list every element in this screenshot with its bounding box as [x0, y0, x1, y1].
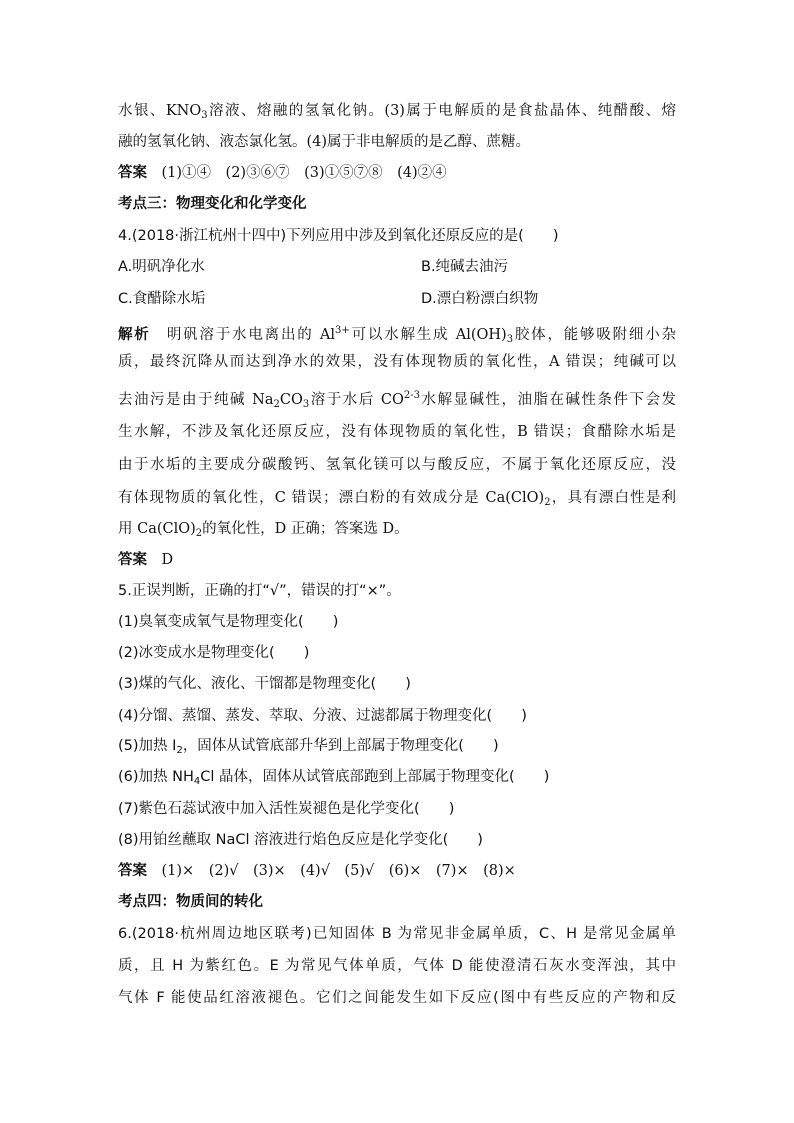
q5-answer: 答案 (1)× (2)√ (3)× (4)√ (5)√ (6)× (7)× (8)× — [118, 863, 516, 879]
q4-analysis-line-2: 质，最终沉降从而达到净水的效果，没有体现物质的氧化性，A 错误；纯碱可以 — [118, 354, 676, 370]
q4-analysis-line-4: 生水解，不涉及氧化还原反应，没有体现物质的氧化性，B 错误；食醋除水垢是 — [118, 424, 676, 440]
q5-item-3: (3)煤的气化、液化、干馏都是物理变化( ) — [118, 676, 411, 692]
q4-option-b: B.纯碱去油污 — [421, 259, 509, 275]
q5-item-7: (7)紫色石蕊试液中加入活性炭褪色是化学变化( ) — [118, 801, 455, 817]
q4-answer: 答案 D — [118, 552, 174, 568]
q4-analysis-line-5: 由于水垢的主要成分碳酸钙、氢氧化镁可以与酸反应，不属于氧化还原反应，没 — [118, 457, 676, 473]
q5-item-8: (8)用铂丝蘸取 NaCl 溶液进行焰色反应是化学变化( ) — [118, 832, 483, 848]
q6-line-2: 质，且 H 为紫红色。E 为常见气体单质，气体 D 能使澄清石灰水变浑浊，其中 — [118, 958, 676, 974]
answer-label: 答案 — [118, 863, 147, 879]
q4-option-a: A.明矾净化水 — [118, 259, 205, 275]
q4-option-d: D.漂白粉漂白织物 — [421, 291, 539, 307]
q6-line-3: 气体 F 能使品红溶液褪色。它们之间能发生如下反应(图中有些反应的产物和反 — [118, 990, 676, 1006]
q3-answer: 答案 (1)①④ (2)③⑥⑦ (3)①⑤⑦⑧ (4)②④ — [118, 164, 447, 181]
answer-label: 答案 — [118, 164, 147, 181]
q6-line-1: 6.(2018·杭州周边地区联考)已知固体 B 为常见非金属单质，C、H 是常见金属单 — [118, 926, 676, 942]
q3-explanation-line-2: 融的氢氧化钠、液态氯化氢。(4)属于非电解质的是乙醇、蔗糖。 — [118, 134, 531, 150]
section-4-title: 考点四：物质间的转化 — [118, 894, 263, 910]
q5-item-2: (2)冰变成水是物理变化( ) — [118, 645, 310, 661]
q4-analysis-line-3: 去油污是由于纯碱 $Na_2CO_3$溶于水后 CO$^{2-3}$水解显碱性，油脂在碱性条件下会发 — [118, 390, 677, 410]
q3-explanation-line-1: 水银、$KNO_3$溶液、熔融的氢氧化钠。(3)属于电解质的是食盐晶体、纯醋酸、熔 — [118, 103, 676, 121]
q4-stem: 4.(2018·浙江杭州十四中)下列应用中涉及到氧化还原反应的是( ) — [118, 228, 559, 244]
analysis-label: 解析 — [118, 327, 151, 343]
answer-label: 答案 — [118, 552, 147, 568]
q4-options-row-1 — [118, 257, 676, 277]
q5-item-6: (6)加热 $NH_4Cl$ 晶体，固体从试管底部跑到上部属于物理变化( ) — [118, 769, 550, 787]
q4-options-row-2 — [118, 289, 676, 309]
q4-analysis-line-7: 用 $Ca(ClO)_2$的氧化性，D 正确；答案选 D。 — [118, 521, 409, 539]
q5-stem: 5.正误判断，正确的打“√”，错误的打“×”。 — [118, 583, 401, 599]
section-3-title: 考点三：物理变化和化学变化 — [118, 196, 307, 212]
q5-item-1: (1)臭氧变成氧气是物理变化( ) — [118, 614, 339, 630]
q4-analysis-line-1: 解析 明矾溶于水电离出的 $Al^{3+}$可以水解生成 $Al(OH)_3$胶体，能够吸附细小杂 — [118, 325, 677, 345]
q4-option-c: C.食醋除水垢 — [118, 291, 206, 307]
q5-item-5: (5)加热 $I_2$，固体从试管底部升华到上部属于物理变化( ) — [118, 738, 499, 756]
q4-analysis-line-6: 有体现物质的氧化性，C 错误；漂白粉的有效成分是 $Ca(ClO)_2$，具有漂白性是利 — [118, 490, 677, 508]
q5-item-4: (4)分馏、蒸馏、蒸发、萃取、分液、过滤都属于物理变化( ) — [118, 708, 527, 724]
